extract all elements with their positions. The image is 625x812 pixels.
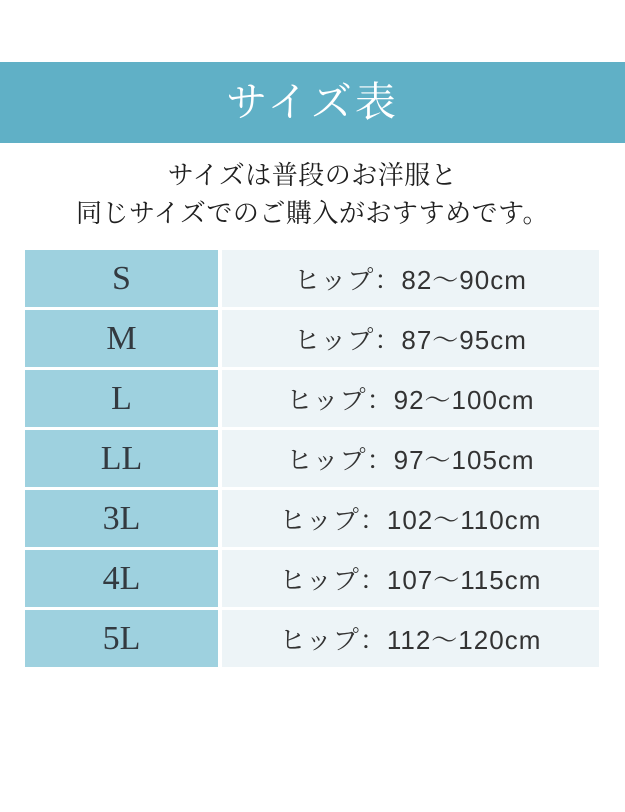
page-title: サイズ表 (226, 79, 399, 125)
size-chart-header (0, 62, 625, 143)
intro-text (0, 156, 625, 232)
size-label-cell: S (25, 250, 218, 307)
table-row (25, 430, 599, 487)
hip-range-cell: ヒップ：112〜120cm (222, 610, 599, 667)
hip-range-cell: ヒップ：87〜95cm (222, 310, 599, 367)
table-row (25, 610, 599, 667)
table-row (25, 250, 599, 307)
hip-range-cell: ヒップ：102〜110cm (222, 490, 599, 547)
size-label-cell: 5L (25, 610, 218, 667)
size-label-cell: 4L (25, 550, 218, 607)
table-row (25, 310, 599, 367)
size-label-cell: 3L (25, 490, 218, 547)
hip-range-cell: ヒップ：82〜90cm (222, 250, 599, 307)
table-row (25, 370, 599, 427)
hip-range-cell: ヒップ：107〜115cm (222, 550, 599, 607)
table-row (25, 490, 599, 547)
intro-line-1: サイズは普段のお洋服と (167, 160, 458, 190)
intro-line-2: 同じサイズでのご購入がおすすめです。 (75, 198, 550, 228)
hip-range-cell: ヒップ：97〜105cm (222, 430, 599, 487)
size-label-cell: LL (25, 430, 218, 487)
size-chart-page (0, 62, 625, 812)
size-label-cell: L (25, 370, 218, 427)
hip-range-cell: ヒップ：92〜100cm (222, 370, 599, 427)
table-row (25, 550, 599, 607)
size-label-cell: M (25, 310, 218, 367)
size-table (25, 250, 599, 667)
